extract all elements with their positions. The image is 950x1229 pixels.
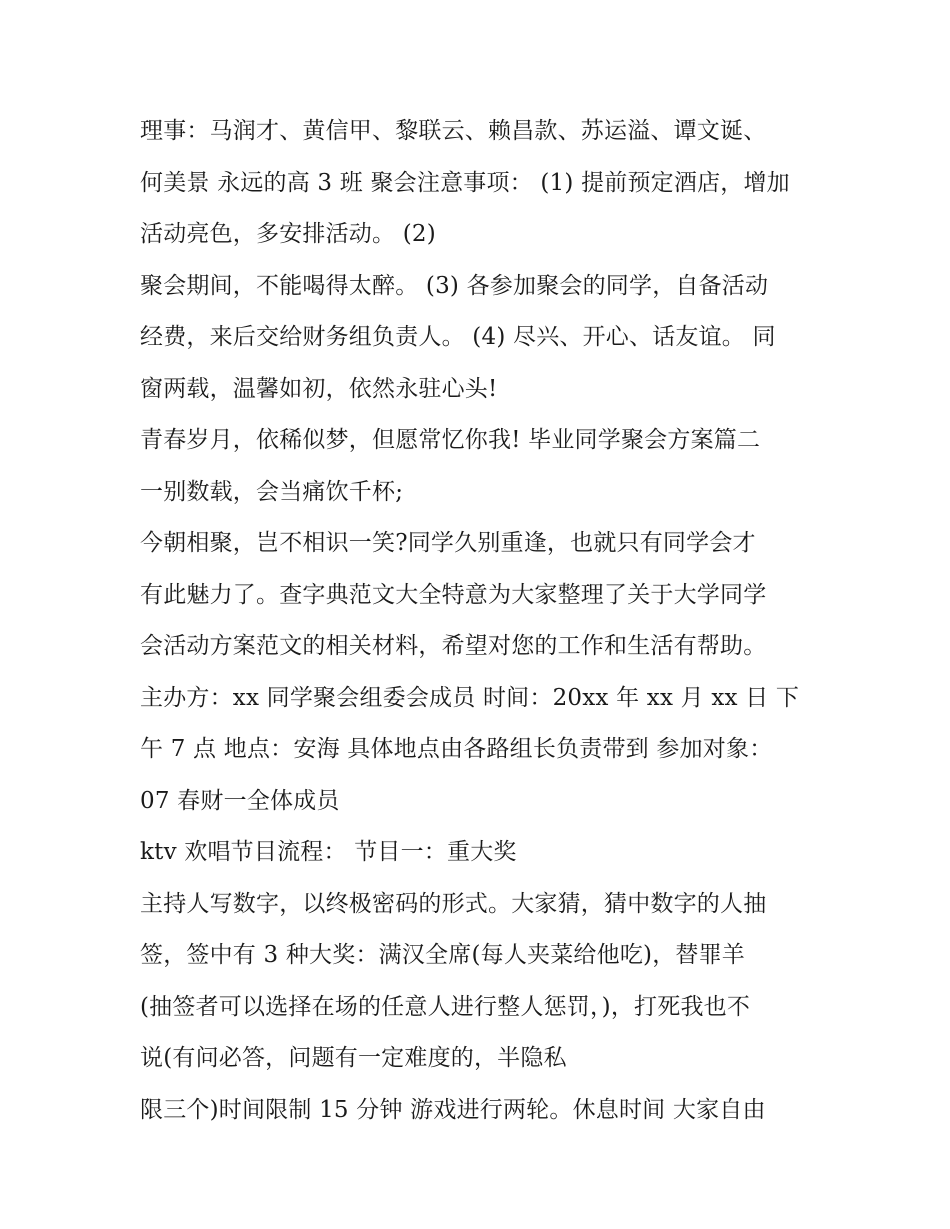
text-line: 经费，来后交给财务组负责人。 (4) 尽兴、开心、话友谊。 同 (140, 324, 776, 350)
text-line: 会活动方案范文的相关材料，希望对您的工作和生活有帮助。 (140, 633, 767, 659)
text-line: 今朝相聚，岂不相识一笑?同学久别重逢，也就只有同学会才 (140, 530, 756, 556)
text-line: 说(有问必答，问题有一定难度的，半隐私 (140, 1045, 567, 1071)
text-line: (抽签者可以选择在场的任意人进行整人惩罚，)，打死我也不 (140, 993, 751, 1020)
text-line: 有此魅力了。查字典范文大全特意为大家整理了关于大学同学 (140, 581, 767, 608)
text-line: 午 7 点 地点：安海 具体地点由各路组长负责带到 参加对象： (140, 736, 773, 762)
text-line: 青春岁月，依稀似梦，但愿常忆你我! 毕业同学聚会方案篇二 (140, 427, 761, 453)
text-line: 聚会期间，不能喝得太醉。 (3) 各参加聚会的同学，自备活动 (140, 272, 769, 299)
text-line: 理事：马润才、黄信甲、黎联云、赖昌款、苏运溢、谭文诞、 (140, 118, 767, 144)
text-line: 活动亮色，多安排活动。 (2) (140, 221, 436, 247)
text-line: 主持人写数字，以终极密码的形式。大家猜，猜中数字的人抽 (140, 890, 767, 917)
text-line: 主办方：xx 同学聚会组委会成员 时间：20xx 年 xx 月 xx 日 下 (140, 684, 800, 711)
text-line: 07 春财一全体成员 (140, 787, 340, 814)
text-line: 限三个)时间限制 15 分钟 游戏进行两轮。休息时间 大家自由 (140, 1096, 766, 1123)
document-body (140, 106, 820, 1136)
text-line: 一别数载，会当痛饮千杯; (140, 478, 404, 505)
text-line: 窗两载，温馨如初，依然永驻心头! (140, 375, 498, 402)
text-line: ktv 欢唱节目流程： 节目一：重大奖 (140, 839, 517, 865)
text-line: 何美景 永远的高 3 班 聚会注意事项： (1) 提前预定酒店，增加 (140, 169, 790, 196)
text-line: 签，签中有 3 种大奖：满汉全席(每人夹菜给他吃)，替罪羊 (140, 942, 746, 968)
